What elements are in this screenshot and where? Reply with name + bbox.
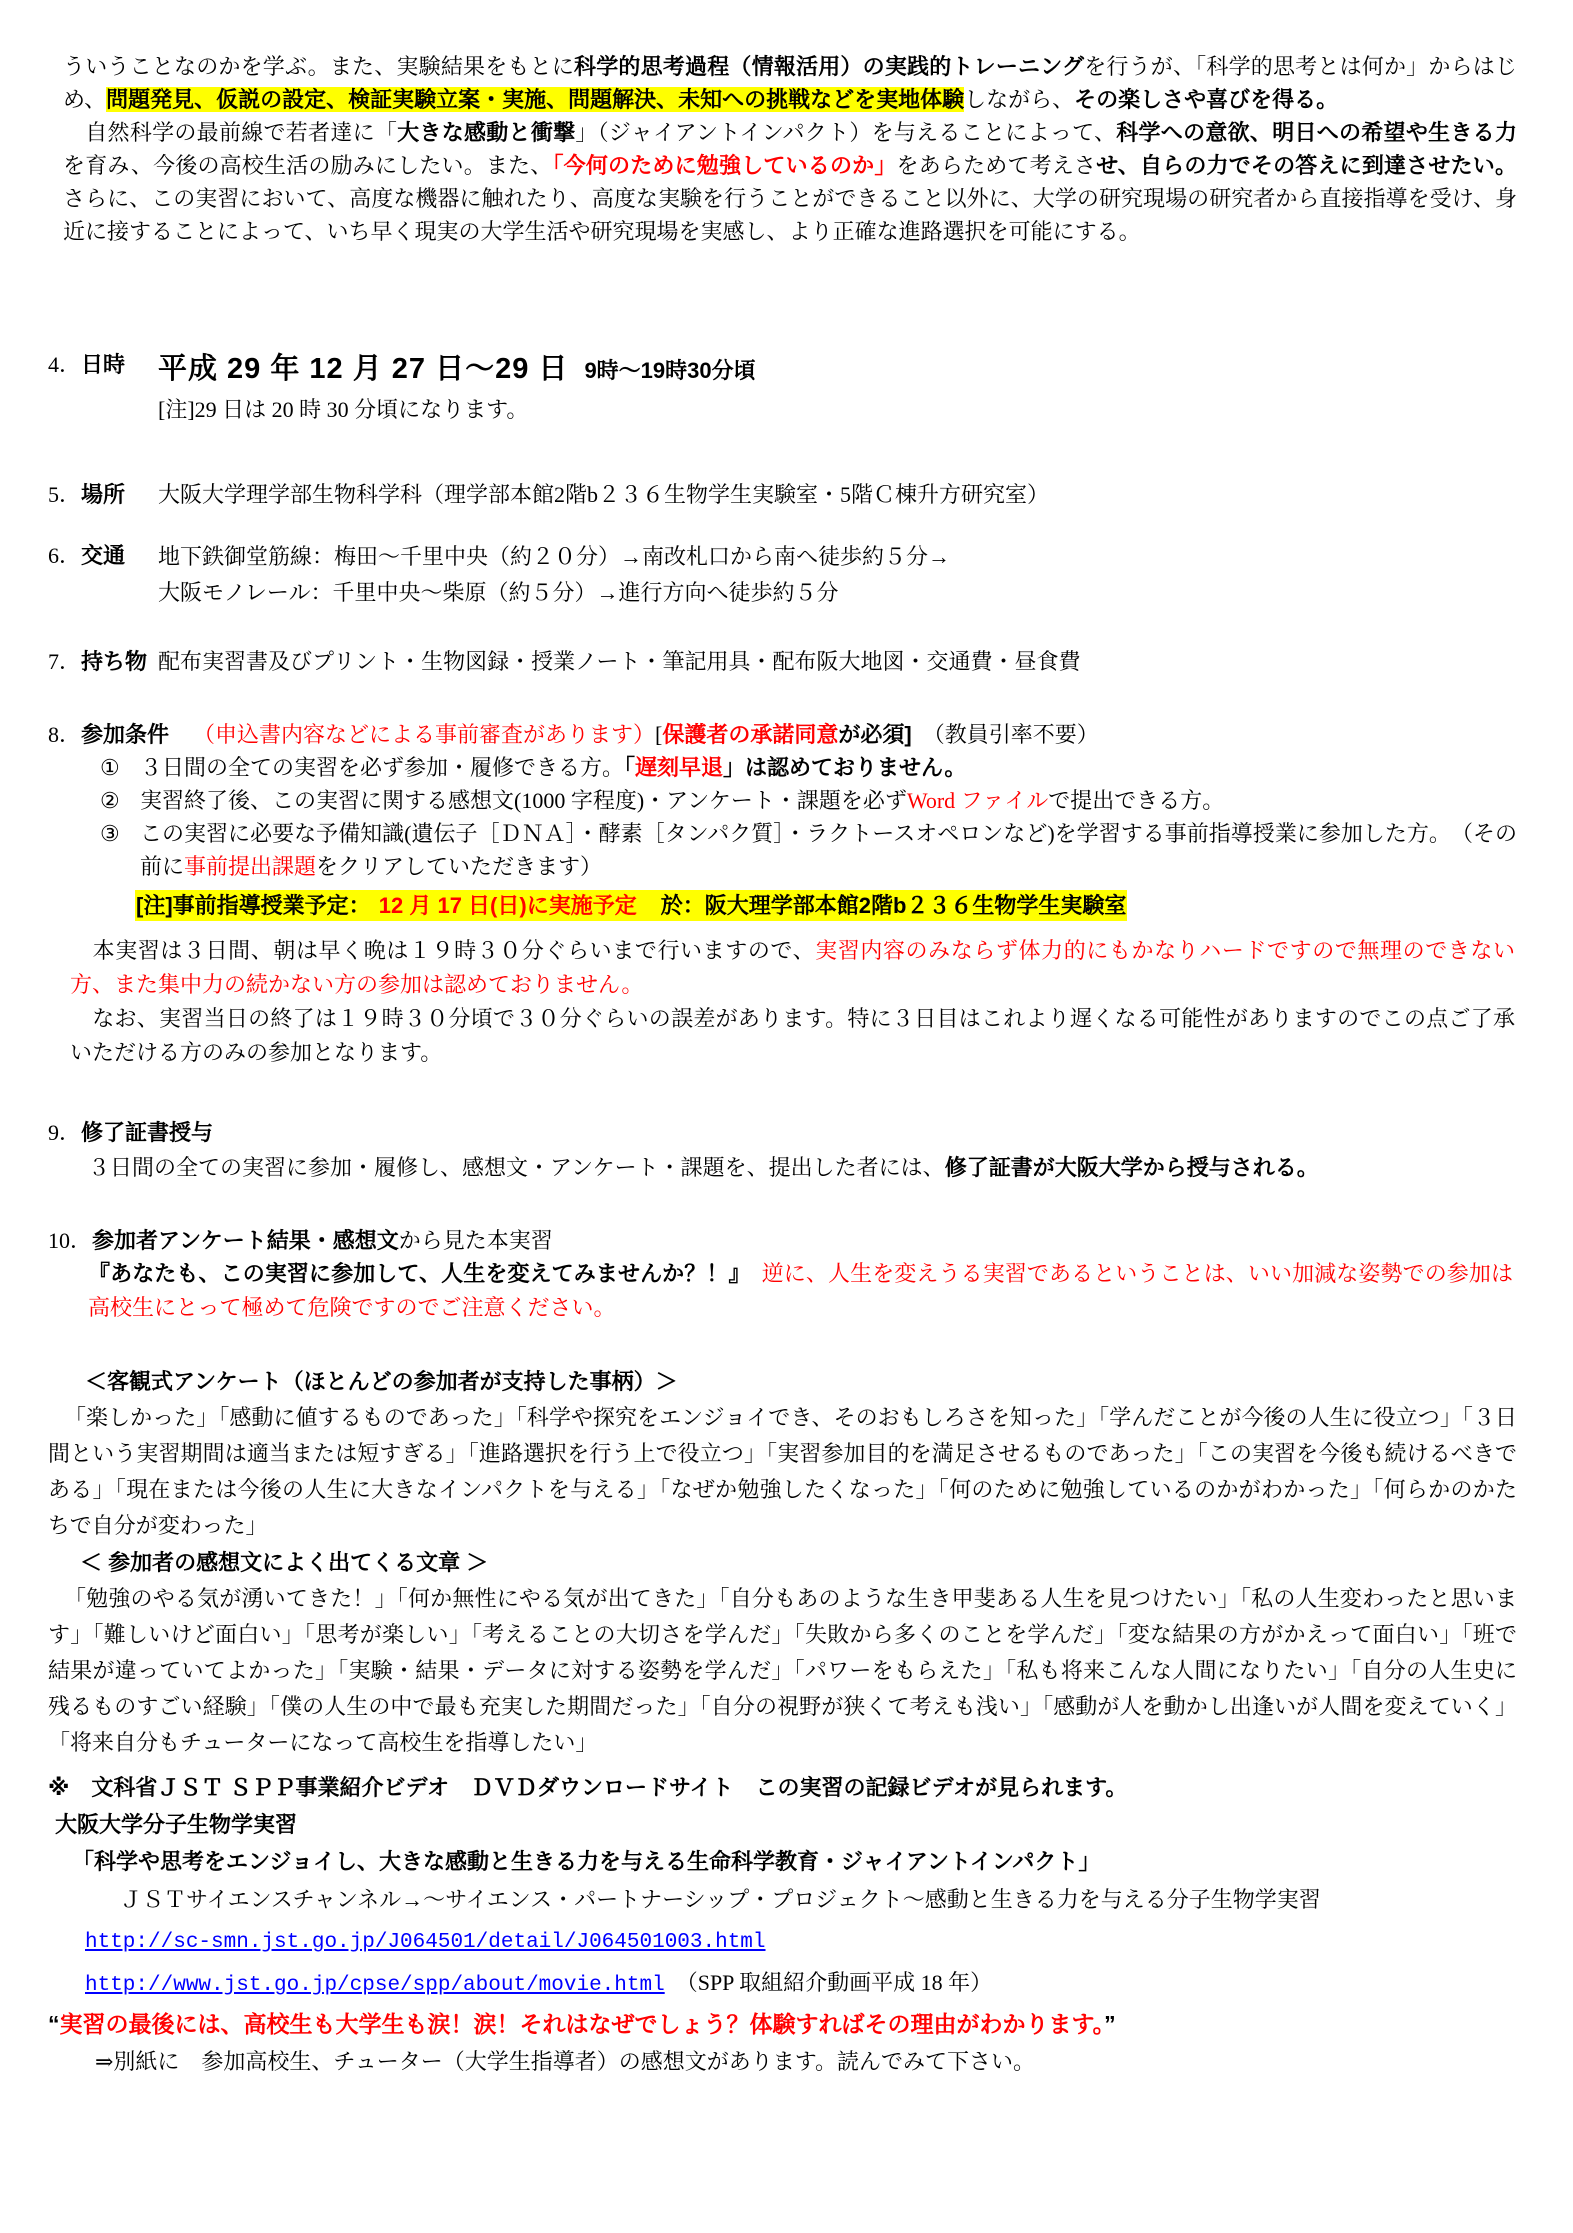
pre-lecture-note-highlight: [注]事前指導授業予定： 12 月 17 日(日)に実施予定 於：阪大理学部本館2階b２３６生物学生実験室 [135, 887, 1517, 924]
item-3-marker: ③ [100, 821, 120, 846]
item-1-text: ３日間の全ての実習を必ず参加・履修できる方。「遅刻早退」は認めておりません。 [140, 755, 967, 780]
footer-links [48, 1771, 1517, 2078]
section-survey [48, 1224, 1517, 1761]
intro-paragraph-1: ういうことなのかを学ぶ。また、実験結果をもとに科学的思考過程（情報活用）の実践的トレーニングを行うが、「科学的思考とは何か」からはじめ、問題発見、仮説の設定、検証実験立案・実施、問題解決、未知への挑戦などを実地体験しながら、その楽しさや喜びを得る。 [63, 54, 1517, 112]
place-text: 大阪大学理学部生物科学科（理学部本館2階b２３６生物学生実験室・5階Ｃ棟升方研究室） [158, 482, 1050, 507]
program-title: 大阪大学分子生物学実習 [55, 1812, 298, 1837]
intro-paragraph-2: 自然科学の最前線で若者達に「大きな感動と衝撃」（ジャイアントインパクト）を与えることによって、科学への意欲、明日への希望や生きる力を育み、今後の高校生活の励みにしたい。また、「今何のために勉強しているのか」をあらためて考えさせ、自らの力でその答えに到達させたい。さらに、この実習において、高度な機器に触れたり、高度な実験を行うことができること以外に、大学の研究現場の研究者から直接指導を受け、身近に接することによって、いち早く現実の大学生活や研究現場を実感し、より正確な進路選択を可能にする。 [63, 120, 1517, 244]
section-place [48, 478, 1517, 511]
belongings-text: 配布実習書及びプリント・生物図録・授業ノート・筆記用具・配布阪大地図・交通費・昼食費 [158, 649, 1081, 674]
requirement-item-1 [100, 751, 1517, 784]
jst-video-link-2-note: （SPP 取組紹介動画平成 18 年） [664, 1970, 993, 1995]
closing-quote: “実習の最後には、高校生も大学生も涙！涙！それはなぜでしょう？体験すればその理由がわかります。” [48, 2011, 1116, 2037]
requirement-item-3 [100, 817, 1517, 883]
video-note: ※ 文科省ＪＳＴ ＳＰＰ事業紹介ビデオ ＤＶＤダウンロードサイト この実習の記録ビデオが見られます。 [48, 1775, 1128, 1800]
section-belongings [48, 645, 1517, 678]
section-belongings-label: 7．持ち物 [48, 649, 148, 674]
section-datetime-label: 4．日時 [48, 352, 126, 377]
section-place-label: 5．場所 [48, 482, 126, 507]
section-survey-label: 10．参加者アンケート結果・感想文から見た本実習 [48, 1228, 553, 1253]
section-requirements-label: 8．参加条件 [48, 722, 170, 747]
requirements-warning-paragraph: 本実習は３日間、朝は早く晩は１９時３０分ぐらいまで行いますので、実習内容のみならず体力的にもかなりハードですので無理のできない方、また集中力の続かない方の参加は認めておりません。 [70, 938, 1515, 997]
jst-video-link-2[interactable]: http://www.jst.go.jp/cpse/spp/about/movie.html [85, 1974, 665, 1997]
jst-video-link-1[interactable]: http://sc-smn.jst.go.jp/J064501/detail/J064501003.html [85, 1931, 766, 1954]
section-datetime [48, 348, 1517, 428]
survey-quote: 『あなたも、この実習に参加して、人生を変えてみませんか？！』 逆に、人生を変えうる実習であるということは、いい加減な姿勢での参加は高校生にとって極めて危険ですのでご注意ください。 [88, 1261, 1513, 1320]
item-2-marker: ② [100, 788, 120, 813]
datetime-line [158, 348, 1517, 392]
item-1-marker: ① [100, 755, 120, 780]
objective-survey-items: 「楽しかった」「感動に値するものであった」「科学や探究をエンジョイでき、そのおもしろさを知った」「学んだことが今後の人生に役立つ」「３日間という実習期間は適当または短すぎる」「進路選択を行う上で役立つ」「実習参加目的を満足させるものであった」「この実習を今後も続けるべきである」「現在または今後の人生に大きなインパクトを与える」「なぜか勉強したくなった」「何のために勉強しているのかがわかった」「何らかのかたちで自分が変わった」 [48, 1405, 1517, 1538]
section-access-label: 6．交通 [48, 543, 126, 568]
certificate-text: ３日間の全ての実習に参加・履修し、感想文・アンケート・課題を、提出した者には、修了証書が大阪大学から授与される。 [88, 1155, 1319, 1180]
datetime-time: 9時～19時30分頃 [584, 358, 756, 383]
requirements-header: （申込書内容などによる事前審査があります）[保護者の承諾同意が必須] （教員引率不要） [193, 722, 1099, 747]
section-access [48, 539, 1517, 611]
access-route-1: 地下鉄御堂筋線：梅田～千里中央（約２０分）→南改札口から南へ徒歩約５分→ [158, 544, 951, 569]
objective-survey-heading: ＜客観式アンケート（ほとんどの参加者が支持した事柄）＞ [85, 1369, 678, 1394]
section-certificate [48, 1116, 1517, 1184]
item-2-text: 実習終了後、この実習に関する感想文(1000 字程度)・アンケート・課題を必ずWord ファイルで提出できる方。 [140, 788, 1225, 813]
requirement-item-2 [100, 784, 1517, 817]
datetime-note: [注]29 日は 20 時 30 分頃になります。 [158, 397, 529, 422]
attachment-note: ⇒別紙に 参加高校生、チューター（大学生指導者）の感想文があります。読んでみて下さい。 [95, 2049, 1036, 2074]
requirements-schedule-paragraph: なお、実習当日の終了は１９時３０分頃で３０分ぐらいの誤差があります。特に３日目はこれより遅くなる可能性がありますのでこの点ご了承いただける方のみの参加となります。 [70, 1006, 1515, 1065]
program-subtitle: 「科学や思考をエンジョイし、大きな感動と生きる力を与える生命科学教育・ジャイアントインパクト」 [72, 1849, 1101, 1874]
science-channel-line: ＪＳＴサイエンスチャンネル→～サイエンス・パートナーシップ・プロジェクト～感動と生きる力を与える分子生物学実習 [120, 1887, 1321, 1912]
impressions-heading: ＜ 参加者の感想文によく出てくる文章 ＞ [80, 1550, 489, 1575]
section-requirements [48, 718, 1517, 1070]
access-route-2: 大阪モノレール：千里中央～柴原（約５分）→進行方向へ徒歩約５分 [158, 580, 839, 605]
impressions-items: 「勉強のやる気が湧いてきた！」「何か無性にやる気が出てきた」「自分もあのような生き甲斐ある人生を見つけたい」「私の人生変わったと思います」「難しいけど面白い」「思考が楽しい」「考えることの大切さを学んだ」「失敗から多くのことを学んだ」「変な結果の方がかえって面白い」「班で結果が違っていてよかった」「実験・結果・データに対する姿勢を学んだ」「パワーをもらえた」「私も将来こんな人間になりたい」「自分の人生史に残るものすごい経験」「僕の人生の中で最も充実した期間だった」「自分の視野が狭くて考えも浅い」「感動が人を動かし出逢いが人間を変えていく」「将来自分もチューターになって高校生を指導したい」 [48, 1586, 1517, 1755]
section-certificate-label: 9．修了証書授与 [48, 1120, 214, 1145]
datetime-date: 平成 29 年 12 月 27 日～29 日 [158, 353, 569, 385]
requirements-list [100, 751, 1517, 883]
item-3-text: この実習に必要な予備知識(遺伝子［ＤＮＡ］・酵素［タンパク質］・ラクトースオペロンなど)を学習する事前指導授業に参加した方。 （その前に事前提出課題をクリアしていただきます） [140, 821, 1517, 879]
